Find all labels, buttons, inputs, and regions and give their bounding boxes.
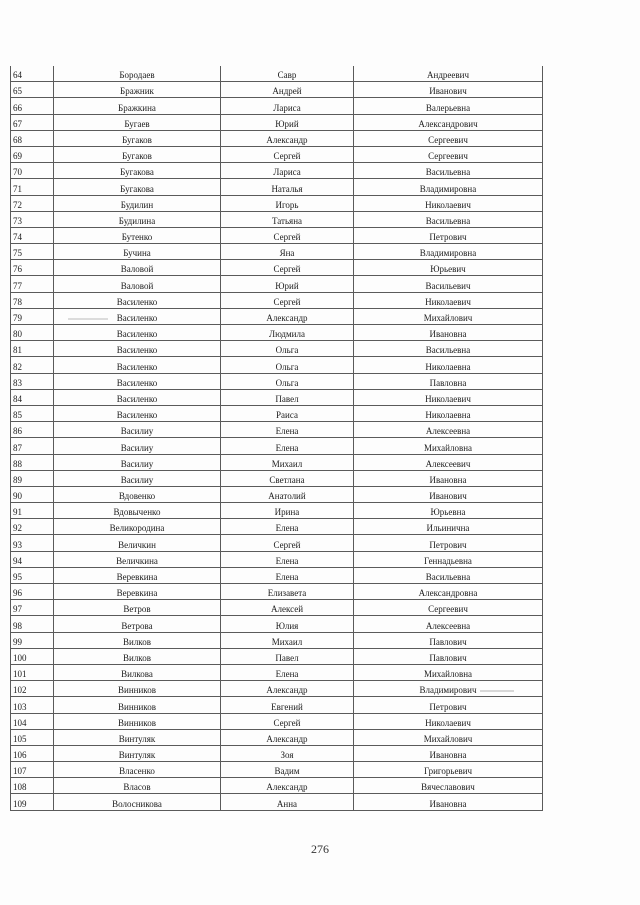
last-name-cell: Будилин <box>54 195 221 211</box>
first-name-cell: Сергей <box>221 713 354 729</box>
first-name-cell: Михаил <box>221 454 354 470</box>
patronymic-cell: Николаевич <box>354 195 543 211</box>
patronymic-cell: Васильевна <box>354 163 543 179</box>
patronymic-cell: Сергеевич <box>354 146 543 162</box>
table-row <box>11 697 543 713</box>
last-name-cell: Ветрова <box>54 616 221 632</box>
first-name-cell: Андрей <box>221 82 354 98</box>
patronymic-cell: Петрович <box>354 535 543 551</box>
table-row <box>11 260 543 276</box>
first-name-cell: Яна <box>221 244 354 260</box>
patronymic-cell: Ивановна <box>354 325 543 341</box>
table-row <box>11 227 543 243</box>
first-name-cell: Вадим <box>221 762 354 778</box>
last-name-cell: Василиу <box>54 422 221 438</box>
last-name-cell: Василенко <box>54 341 221 357</box>
first-name-cell: Александр <box>221 729 354 745</box>
table-row <box>11 341 543 357</box>
patronymic-cell: Павловна <box>354 373 543 389</box>
table-row <box>11 503 543 519</box>
table-row <box>11 179 543 195</box>
first-name-cell: Наталья <box>221 179 354 195</box>
first-name-cell: Игорь <box>221 195 354 211</box>
table-row <box>11 470 543 486</box>
row-number: 88 <box>11 454 54 470</box>
first-name-cell: Анатолий <box>221 486 354 502</box>
row-number: 66 <box>11 98 54 114</box>
last-name-cell: Василенко <box>54 308 221 324</box>
patronymic-cell: Петрович <box>354 697 543 713</box>
patronymic-cell: Ивановна <box>354 745 543 761</box>
patronymic-cell: Николаевич <box>354 389 543 405</box>
last-name-cell: Веревкина <box>54 584 221 600</box>
last-name-cell: Василенко <box>54 325 221 341</box>
last-name-cell: Власенко <box>54 762 221 778</box>
roster-table-body <box>11 66 543 810</box>
last-name-cell: Василенко <box>54 373 221 389</box>
last-name-cell: Василиу <box>54 470 221 486</box>
patronymic-cell: Васильевна <box>354 567 543 583</box>
row-number: 84 <box>11 389 54 405</box>
patronymic-cell: Михайлович <box>354 729 543 745</box>
row-number: 107 <box>11 762 54 778</box>
patronymic-cell: Ильинична <box>354 519 543 535</box>
row-number: 109 <box>11 794 54 810</box>
patronymic-cell: Михайловна <box>354 664 543 680</box>
table-row <box>11 486 543 502</box>
last-name-cell: Валовой <box>54 276 221 292</box>
patronymic-cell: Васильевна <box>354 211 543 227</box>
row-number: 79 <box>11 308 54 324</box>
row-number: 95 <box>11 567 54 583</box>
first-name-cell: Зоя <box>221 745 354 761</box>
last-name-cell: Винтуляк <box>54 745 221 761</box>
first-name-cell: Елена <box>221 567 354 583</box>
table-row <box>11 454 543 470</box>
row-number: 94 <box>11 551 54 567</box>
last-name-cell: Величкина <box>54 551 221 567</box>
table-row <box>11 276 543 292</box>
first-name-cell: Светлана <box>221 470 354 486</box>
row-number: 64 <box>11 66 54 82</box>
first-name-cell: Лариса <box>221 98 354 114</box>
last-name-cell: Бугаев <box>54 114 221 130</box>
first-name-cell: Раиса <box>221 405 354 421</box>
table-row <box>11 82 543 98</box>
patronymic-cell: Вячеславович <box>354 778 543 794</box>
last-name-cell: Бородаев <box>54 66 221 82</box>
last-name-cell: Вдовенко <box>54 486 221 502</box>
table-row <box>11 357 543 373</box>
last-name-cell: Василенко <box>54 357 221 373</box>
patronymic-cell: Петрович <box>354 227 543 243</box>
last-name-cell: Бугаков <box>54 146 221 162</box>
last-name-cell: Бражкина <box>54 98 221 114</box>
patronymic-cell: Николаевич <box>354 292 543 308</box>
last-name-cell: Винников <box>54 697 221 713</box>
table-row <box>11 292 543 308</box>
last-name-cell: Василиу <box>54 454 221 470</box>
row-number: 91 <box>11 503 54 519</box>
first-name-cell: Евгений <box>221 697 354 713</box>
first-name-cell: Елизавета <box>221 584 354 600</box>
last-name-cell: Бучина <box>54 244 221 260</box>
row-number: 104 <box>11 713 54 729</box>
table-row <box>11 519 543 535</box>
table-row <box>11 551 543 567</box>
table-row <box>11 98 543 114</box>
patronymic-cell: Сергеевич <box>354 600 543 616</box>
first-name-cell: Сергей <box>221 292 354 308</box>
last-name-cell: Винников <box>54 713 221 729</box>
first-name-cell: Савр <box>221 66 354 82</box>
row-number: 106 <box>11 745 54 761</box>
patronymic-cell: Валерьевна <box>354 98 543 114</box>
last-name-cell: Вилков <box>54 648 221 664</box>
first-name-cell: Алексей <box>221 600 354 616</box>
roster-table <box>10 66 543 811</box>
last-name-cell: Бугакова <box>54 179 221 195</box>
first-name-cell: Юрий <box>221 114 354 130</box>
table-row <box>11 632 543 648</box>
patronymic-cell: Иванович <box>354 486 543 502</box>
row-number: 83 <box>11 373 54 389</box>
first-name-cell: Александр <box>221 778 354 794</box>
row-number: 87 <box>11 438 54 454</box>
first-name-cell: Юлия <box>221 616 354 632</box>
row-number: 69 <box>11 146 54 162</box>
first-name-cell: Лариса <box>221 163 354 179</box>
table-row <box>11 535 543 551</box>
last-name-cell: Вилкова <box>54 664 221 680</box>
patronymic-cell: Владимировна <box>354 179 543 195</box>
first-name-cell: Александр <box>221 308 354 324</box>
last-name-cell: Вдовыченко <box>54 503 221 519</box>
row-number: 67 <box>11 114 54 130</box>
last-name-cell: Величкин <box>54 535 221 551</box>
patronymic-cell: Васильевна <box>354 341 543 357</box>
row-number: 80 <box>11 325 54 341</box>
table-row <box>11 778 543 794</box>
table-row <box>11 600 543 616</box>
row-number: 72 <box>11 195 54 211</box>
row-number: 70 <box>11 163 54 179</box>
patronymic-cell: Васильевич <box>354 276 543 292</box>
first-name-cell: Михаил <box>221 632 354 648</box>
first-name-cell: Александр <box>221 681 354 697</box>
patronymic-cell: Андреевич <box>354 66 543 82</box>
table-row <box>11 762 543 778</box>
patronymic-cell: Николаевна <box>354 405 543 421</box>
first-name-cell: Елена <box>221 519 354 535</box>
row-number: 73 <box>11 211 54 227</box>
table-row <box>11 325 543 341</box>
last-name-cell: Бугаков <box>54 130 221 146</box>
first-name-cell: Сергей <box>221 535 354 551</box>
patronymic-cell: Михайлович <box>354 308 543 324</box>
last-name-cell: Веревкина <box>54 567 221 583</box>
patronymic-cell: Александровна <box>354 584 543 600</box>
first-name-cell: Сергей <box>221 260 354 276</box>
patronymic-cell: Ивановна <box>354 470 543 486</box>
first-name-cell: Ольга <box>221 341 354 357</box>
patronymic-cell: Павлович <box>354 632 543 648</box>
first-name-cell: Сергей <box>221 146 354 162</box>
row-number: 105 <box>11 729 54 745</box>
row-number: 99 <box>11 632 54 648</box>
patronymic-cell: Александрович <box>354 114 543 130</box>
table-row <box>11 195 543 211</box>
row-number: 75 <box>11 244 54 260</box>
table-row <box>11 438 543 454</box>
row-number: 74 <box>11 227 54 243</box>
first-name-cell: Юрий <box>221 276 354 292</box>
last-name-cell: Бутенко <box>54 227 221 243</box>
row-number: 92 <box>11 519 54 535</box>
last-name-cell: Великородина <box>54 519 221 535</box>
table-row <box>11 729 543 745</box>
patronymic-cell: Алексеевна <box>354 422 543 438</box>
first-name-cell: Александр <box>221 130 354 146</box>
last-name-cell: Ветров <box>54 600 221 616</box>
row-number: 78 <box>11 292 54 308</box>
table-row <box>11 163 543 179</box>
row-number: 93 <box>11 535 54 551</box>
row-number: 102 <box>11 681 54 697</box>
patronymic-cell: Алексеевна <box>354 616 543 632</box>
row-number: 90 <box>11 486 54 502</box>
last-name-cell: Винтуляк <box>54 729 221 745</box>
patronymic-cell: Николаевич <box>354 713 543 729</box>
first-name-cell: Павел <box>221 648 354 664</box>
last-name-cell: Василенко <box>54 405 221 421</box>
last-name-cell: Валовой <box>54 260 221 276</box>
table-row <box>11 794 543 810</box>
table-row <box>11 405 543 421</box>
row-number: 85 <box>11 405 54 421</box>
patronymic-cell: Павлович <box>354 648 543 664</box>
first-name-cell: Павел <box>221 389 354 405</box>
row-number: 97 <box>11 600 54 616</box>
last-name-cell: Винников <box>54 681 221 697</box>
page-number: 276 <box>311 842 329 856</box>
patronymic-cell: Геннадьевна <box>354 551 543 567</box>
patronymic-cell: Григорьевич <box>354 762 543 778</box>
last-name-cell: Вилков <box>54 632 221 648</box>
patronymic-cell: Сергеевич <box>354 130 543 146</box>
patronymic-cell: Юрьевич <box>354 260 543 276</box>
row-number: 98 <box>11 616 54 632</box>
table-row <box>11 244 543 260</box>
table-row <box>11 114 543 130</box>
row-number: 71 <box>11 179 54 195</box>
first-name-cell: Анна <box>221 794 354 810</box>
table-row <box>11 713 543 729</box>
patronymic-cell: Алексеевич <box>354 454 543 470</box>
row-number: 96 <box>11 584 54 600</box>
patronymic-cell: Владимировна <box>354 244 543 260</box>
table-row <box>11 373 543 389</box>
table-row <box>11 308 543 324</box>
last-name-cell: Василенко <box>54 292 221 308</box>
last-name-cell: Волосникова <box>54 794 221 810</box>
patronymic-cell: Юрьевна <box>354 503 543 519</box>
row-number: 86 <box>11 422 54 438</box>
first-name-cell: Елена <box>221 422 354 438</box>
table-row <box>11 616 543 632</box>
patronymic-cell: Ивановна <box>354 794 543 810</box>
last-name-cell: Бугакова <box>54 163 221 179</box>
row-number: 76 <box>11 260 54 276</box>
first-name-cell: Татьяна <box>221 211 354 227</box>
first-name-cell: Елена <box>221 664 354 680</box>
row-number: 100 <box>11 648 54 664</box>
table-row <box>11 648 543 664</box>
last-name-cell: Василенко <box>54 389 221 405</box>
table-row <box>11 146 543 162</box>
table-row <box>11 567 543 583</box>
table-row <box>11 664 543 680</box>
row-number: 103 <box>11 697 54 713</box>
first-name-cell: Людмила <box>221 325 354 341</box>
table-row <box>11 681 543 697</box>
row-number: 77 <box>11 276 54 292</box>
patronymic-cell: Николаевна <box>354 357 543 373</box>
last-name-cell: Власов <box>54 778 221 794</box>
row-number: 81 <box>11 341 54 357</box>
last-name-cell: Василиу <box>54 438 221 454</box>
row-number: 89 <box>11 470 54 486</box>
first-name-cell: Ольга <box>221 373 354 389</box>
table-row <box>11 211 543 227</box>
patronymic-cell: Михайловна <box>354 438 543 454</box>
table-row <box>11 422 543 438</box>
last-name-cell: Будилина <box>54 211 221 227</box>
row-number: 108 <box>11 778 54 794</box>
first-name-cell: Сергей <box>221 227 354 243</box>
last-name-cell: Бражник <box>54 82 221 98</box>
row-number: 82 <box>11 357 54 373</box>
table-row <box>11 130 543 146</box>
first-name-cell: Ирина <box>221 503 354 519</box>
first-name-cell: Ольга <box>221 357 354 373</box>
table-row <box>11 66 543 82</box>
table-row <box>11 389 543 405</box>
row-number: 65 <box>11 82 54 98</box>
patronymic-cell: Иванович <box>354 82 543 98</box>
row-number: 68 <box>11 130 54 146</box>
first-name-cell: Елена <box>221 551 354 567</box>
table-row <box>11 584 543 600</box>
table-row <box>11 745 543 761</box>
first-name-cell: Елена <box>221 438 354 454</box>
patronymic-cell: Владимирович <box>354 681 543 697</box>
row-number: 101 <box>11 664 54 680</box>
